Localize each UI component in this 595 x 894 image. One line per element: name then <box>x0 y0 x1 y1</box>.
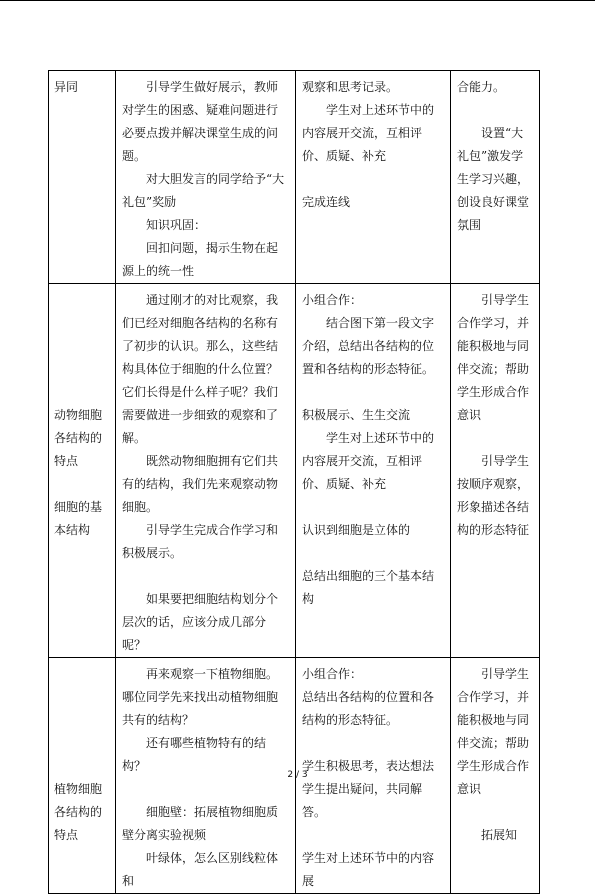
cell-text: 如果要把细胞结构划分个层次的话，应该分成几部分呢？ <box>122 592 279 652</box>
cell-text: 引导学生做好展示，教师对学生的困惑、疑难问题进行必要点拨并解决课堂生成的问题。 <box>122 80 279 163</box>
cell-text: 观察和思考记录。 <box>302 80 399 94</box>
page-number: 2 / 3 <box>287 770 308 780</box>
cell-text: 异同 <box>54 80 79 94</box>
cell-text: 动物细胞各结构的特点 <box>54 408 103 468</box>
cell-text: 引导学生完成合作学习和积极展示。 <box>122 523 279 560</box>
cell-text: 知识巩固： <box>146 218 207 232</box>
table-cell-student-activity <box>296 71 451 284</box>
cell-text: 再来观察一下植物细胞。哪位同学先来找出动植物细胞共有的结构？ <box>122 667 279 727</box>
cell-text: 通过刚才的对比观察，我们已经对细胞各结构的名称有了初步的认识。那么，这些结构具体位于细胞的什么位置？它们长得是什么样子呢？我们需要做进一步细致的观察和了解。 <box>122 293 279 445</box>
cell-text: 小组合作： <box>302 667 363 681</box>
table-cell-topic <box>49 284 116 658</box>
cell-text: 认识到细胞是立体的 <box>302 523 411 537</box>
table-cell-topic <box>49 71 116 284</box>
cell-text: 引导学生合作学习，并能积极地与同伴交流；帮助学生形成合作意识 <box>457 667 530 796</box>
table-cell-teacher-activity <box>116 71 296 284</box>
cell-text: 积极展示、生生交流 <box>302 408 411 422</box>
cell-text: 合能力。 <box>457 80 506 94</box>
cell-text: 引导学生合作学习，并能积极地与同伴交流；帮助学生形成合作意识 <box>457 293 530 422</box>
cell-text: 学生对上述环节中的内容展开交流，互相评价、质疑、补充 <box>302 103 435 163</box>
cell-text: 小组合作： <box>302 293 363 307</box>
cell-text: 总结出各结构的位置和各结构的形态特征。 <box>302 690 435 727</box>
cell-text: 总结出细胞的三个基本结构 <box>302 569 435 606</box>
cell-text: 叶绿体，怎么区别线粒体和 <box>122 851 279 888</box>
cell-text: 完成连线 <box>302 195 351 209</box>
table-row <box>49 71 540 284</box>
table-cell-design-intent <box>451 71 540 284</box>
cell-text: 既然动物细胞拥有它们共有的结构，我们先来观察动物细胞。 <box>122 454 279 514</box>
header-rule <box>0 0 595 1</box>
table-cell-student-activity <box>296 284 451 658</box>
cell-text: 设置“大礼包”激发学生学习兴趣，创设良好课堂氛围 <box>457 126 530 232</box>
cell-text: 对大胆发言的同学给予“大礼包”奖励 <box>122 172 285 209</box>
cell-text: 结合图下第一段文字介绍，总结出各结构的位置和各结构的形态特征。 <box>302 316 435 376</box>
cell-text: 还有哪些植物特有的结构？ <box>122 736 267 773</box>
cell-text: 细胞的基本结构 <box>54 500 103 537</box>
table-cell-teacher-activity <box>116 284 296 658</box>
cell-text: 引导学生按顺序观察，形象描述各结构的形态特征 <box>457 454 530 537</box>
cell-text: 植物细胞各结构的特点 <box>54 782 103 842</box>
table-cell-design-intent <box>451 284 540 658</box>
table-row <box>49 284 540 658</box>
cell-text: 学生对上述环节中的内容展 <box>302 851 435 888</box>
cell-text: 细胞壁：拓展植物细胞质壁分离实验视频 <box>122 805 279 842</box>
cell-text: 回扣问题，揭示生物在起源上的统一性 <box>122 241 279 278</box>
cell-text: 学生对上述环节中的内容展开交流，互相评价、质疑、补充 <box>302 431 435 491</box>
cell-text: 拓展知 <box>481 828 518 842</box>
cell-text: 学生积极思考，表达想法学生提出疑问，共同解答。 <box>302 759 435 819</box>
